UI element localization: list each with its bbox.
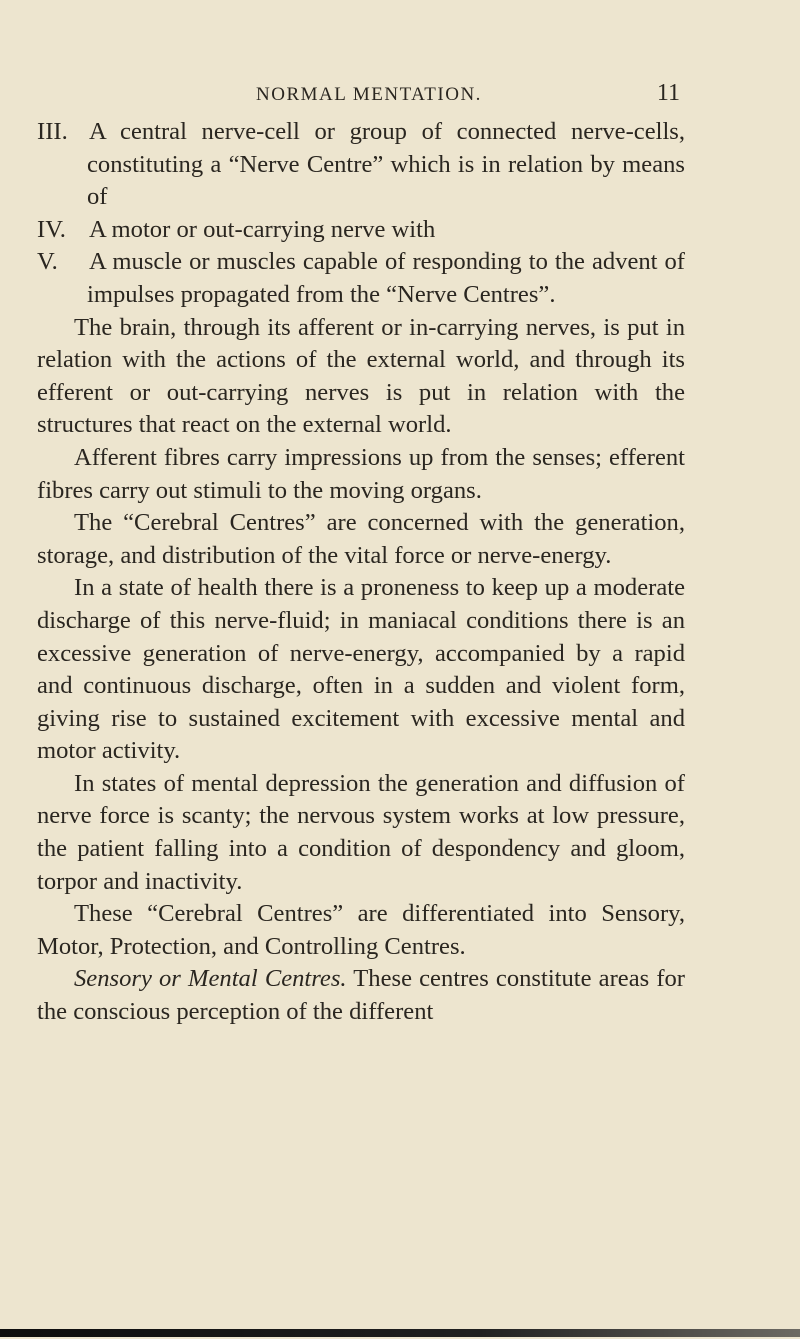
paragraph-text: These centres constitute areas for the conscious perception of the different <box>37 965 685 1026</box>
running-title: NORMAL MENTATION. <box>256 84 482 105</box>
list-item-number: IV. <box>37 215 66 243</box>
list-item <box>37 214 685 247</box>
list-item <box>37 116 685 214</box>
paragraph <box>37 963 685 1028</box>
list-item-number: V. <box>37 248 58 276</box>
paragraph: The brain, through its afferent or in-carrying nerves, is put in relation with the actions of the external world, and through its efferent or out-carrying nerves is put in relation with the structures that react on the external world. <box>37 313 685 439</box>
list-item-text: A central nerve-cell or group of connected nerve-cells, constituting a “Nerve Centre” which is in relation by means of <box>87 118 685 211</box>
list-item-number: III. <box>37 118 68 145</box>
paragraph: Afferent fibres carry impressions up from the senses; efferent fibres carry out stimuli to the moving organs. <box>37 443 685 504</box>
list-item <box>37 246 685 311</box>
body-text <box>37 116 685 1029</box>
paragraph: In states of mental depression the generation and diffusion of nerve force is scanty; the nervous system works at low pressure, the patient falling into a condition of despondency and gloom, torpor and inactivity. <box>37 769 685 895</box>
italic-heading: Sensory or Mental Centres. <box>74 965 347 993</box>
paragraph: In a state of health there is a proneness to keep up a moderate discharge of this nerve-fluid; in maniacal conditions there is an excessive generation of nerve-energy, accompanied by a rapid and continuous discharge, often in a sudden and violent form, giving rise to sustained excitement with excessive mental and motor activity. <box>37 574 685 765</box>
bottom-edge-rule <box>0 1329 800 1337</box>
paragraph: The “Cerebral Centres” are concerned with the generation, storage, and distribution of the vital force or nerve-energy. <box>37 509 685 569</box>
page-number: 11 <box>656 80 680 106</box>
paragraph: These “Cerebral Centres” are differentiated into Sensory, Motor, Protection, and Controlling Centres. <box>37 900 685 960</box>
list-item-text: A muscle or muscles capable of responding to the advent of impulses propagated from the “Nerve Centres”. <box>87 248 685 308</box>
list-item-text: A motor or out-carrying nerve with <box>89 215 436 243</box>
page-header <box>250 80 680 110</box>
